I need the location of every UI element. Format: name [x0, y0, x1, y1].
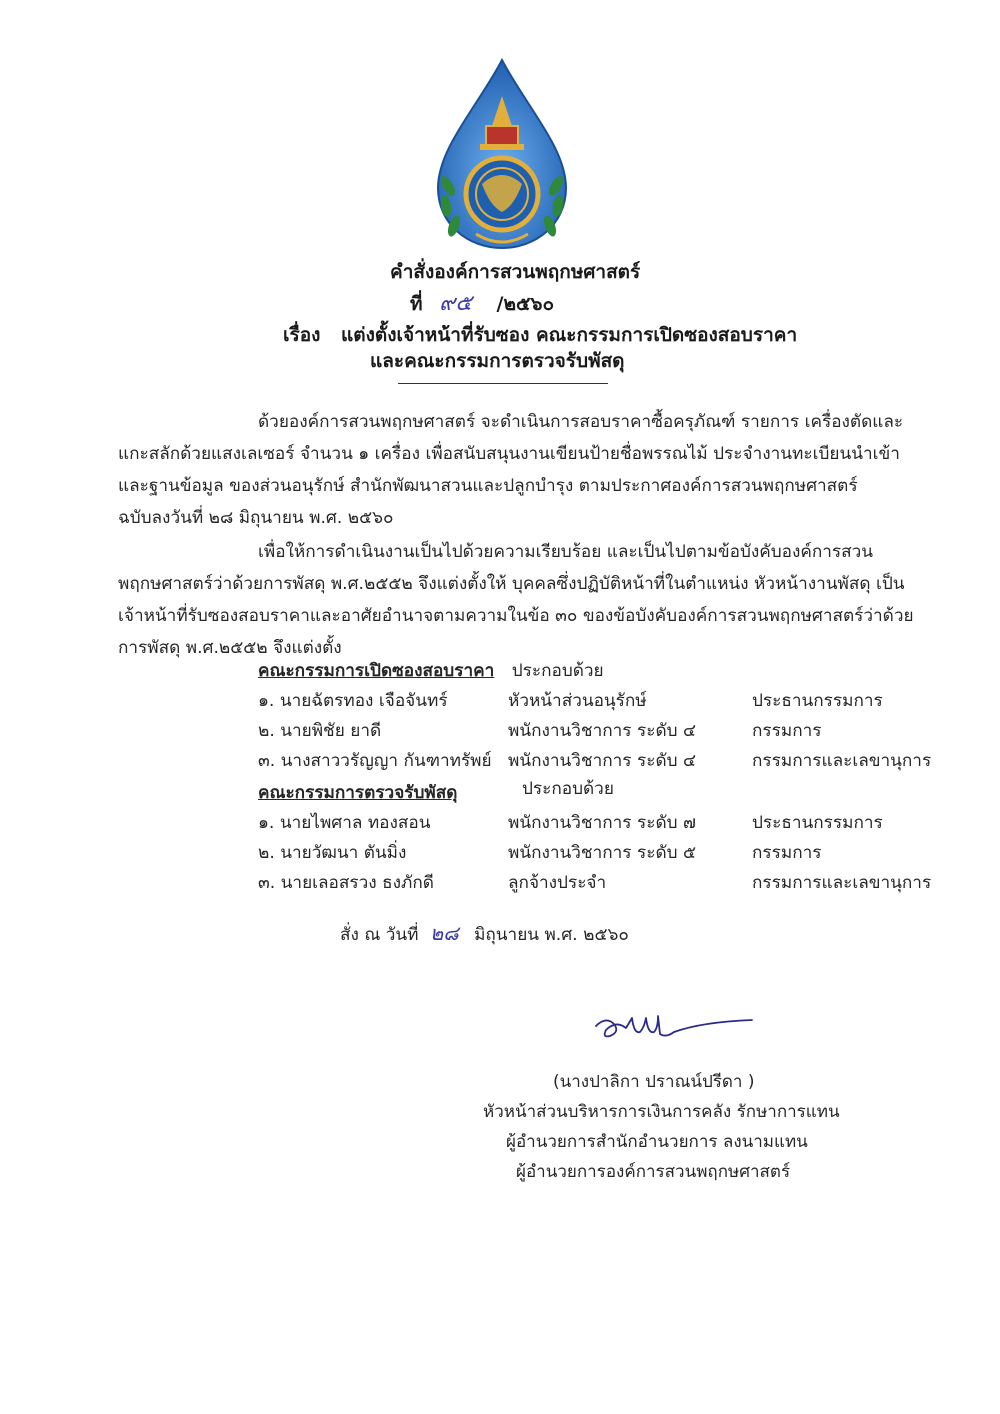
signatory-title-3: ผู้อำนวยการองค์การสวนพฤกษศาสตร์ [516, 1162, 791, 1182]
para1-line1: ด้วยองค์การสวนพฤกษศาสตร์ จะดำเนินการสอบราคาซื้อครุภัณฑ์ รายการ เครื่องตัดและ [258, 412, 904, 432]
member-name: ๒. นายวัฒนา ตันมิ่ง [258, 843, 407, 863]
member-name: ๒. นายพิชัย ยาดี [258, 721, 382, 741]
member-position: พนักงานวิชาการ ระดับ ๕ [508, 843, 697, 863]
para2-line2: พฤกษศาสตร์ว่าด้วยการพัสดุ พ.ศ.๒๕๕๒ จึงแต่งตั้งให้ บุคคลซึ่งปฏิบัติหน้าที่ในตำแหน่ง หัวหน้างานพัสดุ เป็น [118, 574, 905, 594]
order-number-suffix: /๒๕๖๐ [496, 293, 555, 315]
member-role: กรรมการ [752, 843, 822, 863]
para2-line3: เจ้าหน้าที่รับซองสอบราคาและอาศัยอำนาจตามความในข้อ ๓๐ ของข้อบังคับองค์การสวนพฤกษศาสตร์ว่าด้วย [118, 606, 914, 626]
signatory-title-2: ผู้อำนวยการสำนักอำนวยการ ลงนามแทน [506, 1132, 808, 1152]
para1-line4: ฉบับลงวันที่ ๒๘ มิถุนายน พ.ศ. ๒๕๖๐ [118, 508, 394, 528]
member-role: กรรมการและเลขานุการ [752, 873, 932, 893]
member-position: พนักงานวิชาการ ระดับ ๔ [508, 751, 697, 771]
member-name: ๓. นางสาววรัญญา กันฑาทรัพย์ [258, 751, 492, 771]
committee-inspection-suffix: ประกอบด้วย [522, 779, 614, 799]
committee-opening-suffix: ประกอบด้วย [511, 661, 604, 681]
order-date-day: ๒๘ [429, 921, 459, 945]
member-role: ประธานกรรมการ [752, 813, 883, 833]
order-number-handwritten: ๙๕ [439, 291, 472, 316]
member-position: ลูกจ้างประจำ [508, 873, 607, 893]
committee-inspection-title: คณะกรรมการตรวจรับพัสดุ [258, 783, 458, 803]
para1-line3: และฐานข้อมูล ของส่วนอนุรักษ์ สำนักพัฒนาสวนและปลูกบำรุง ตามประกาศองค์การสวนพฤกษศาสตร์ [118, 476, 858, 496]
subject-label: เรื่อง [283, 324, 321, 346]
order-date-rest: มิถุนายน พ.ศ. ๒๕๖๐ [474, 925, 629, 945]
member-role: ประธานกรรมการ [752, 691, 883, 711]
member-name: ๑. นายไพศาล ทองสอน [258, 813, 431, 833]
member-position: หัวหน้าส่วนอนุรักษ์ [508, 691, 647, 711]
handwritten-signature [592, 998, 762, 1048]
member-position: พนักงานวิชาการ ระดับ ๔ [508, 721, 697, 741]
signature-icon [592, 998, 762, 1048]
order-number [410, 285, 554, 320]
para1-line2: แกะสลักด้วยแสงเลเซอร์ จำนวน ๑ เครื่อง เพื่อสนับสนุนงานเขียนป้ายชื่อพรรณไม้ ประจำงานทะเบียนนำเข้า [118, 444, 900, 464]
para2-line1: เพื่อให้การดำเนินงานเป็นไปด้วยความเรียบร้อย และเป็นไปตามข้อบังคับองค์การสวน [258, 542, 874, 562]
committee-opening-heading [258, 656, 604, 684]
order-number-prefix: ที่ [410, 293, 423, 315]
organization-emblem [418, 56, 586, 252]
member-role: กรรมการและเลขานุการ [752, 751, 932, 771]
order-title: คำสั่งองค์การสวนพฤกษศาสตร์ [390, 261, 641, 283]
order-date [340, 917, 629, 949]
signatory-name: (นางปาลิกา ปราณน์ปรีดา ) [553, 1072, 755, 1092]
para2-line4: การพัสดุ พ.ศ.๒๕๕๒ จึงแต่งตั้ง [118, 638, 342, 658]
subject-line-2: และคณะกรรมการตรวจรับพัสดุ [370, 350, 625, 372]
member-position: พนักงานวิชาการ ระดับ ๗ [508, 813, 696, 833]
botanical-garden-emblem-icon [418, 56, 586, 252]
subject-text-1: แต่งตั้งเจ้าหน้าที่รับซอง คณะกรรมการเปิดซองสอบราคา [341, 324, 798, 346]
committee-opening-title: คณะกรรมการเปิดซองสอบราคา [258, 661, 495, 681]
member-name: ๓. นายเลอสรวง ธงภักดี [258, 873, 434, 893]
member-name: ๑. นายฉัตรทอง เจือจันทร์ [258, 691, 448, 711]
member-role: กรรมการ [752, 721, 822, 741]
order-date-prefix: สั่ง ณ วันที่ [340, 925, 419, 945]
signatory-title-1: หัวหน้าส่วนบริหารการเงินการคลัง รักษาการแทน [483, 1102, 840, 1122]
header-divider [398, 383, 608, 384]
